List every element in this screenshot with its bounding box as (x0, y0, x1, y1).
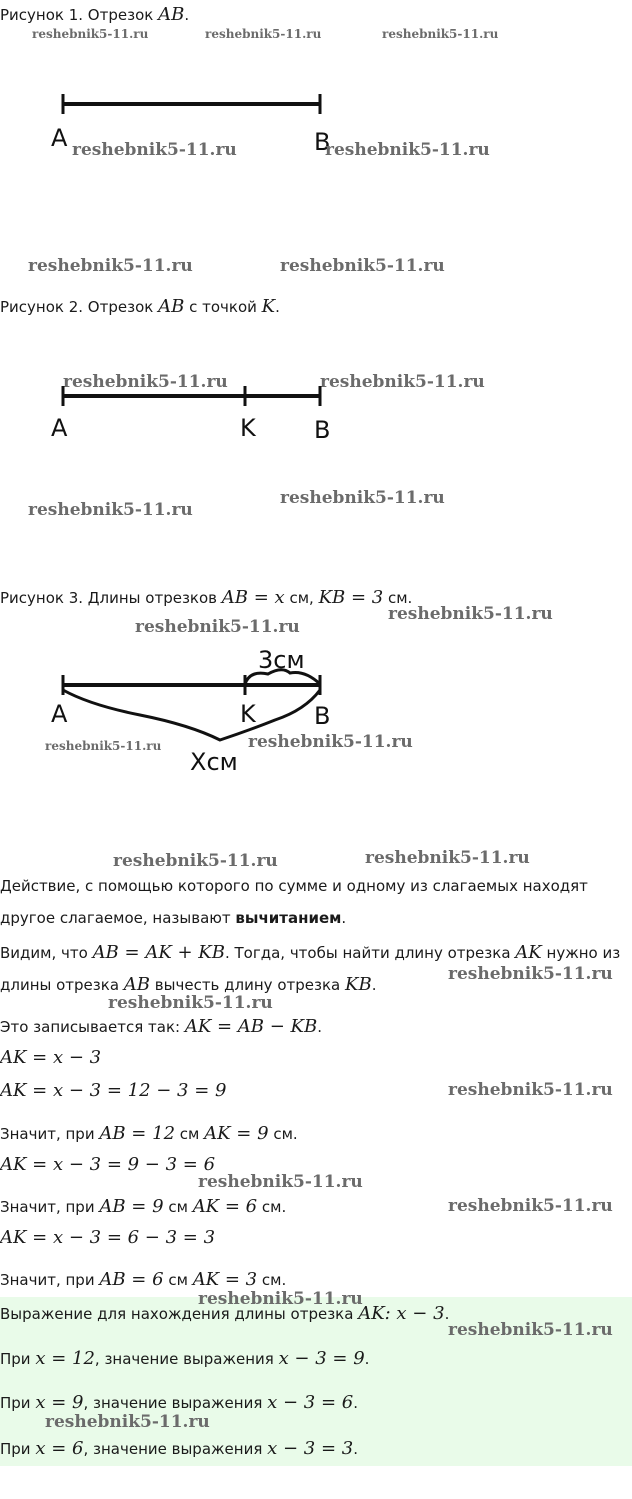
watermark: reshebnik5-11.ru (325, 140, 490, 160)
equation-case-6: AK = x − 3 = 6 − 3 = 3 (0, 1227, 216, 1248)
term-subtraction: вычитанием (235, 909, 342, 927)
segment-ab-length-label: Хсм (190, 748, 238, 776)
watermark: reshebnik5-11.ru (448, 1080, 613, 1100)
figure-2-caption: Рисунок 2. Отрезок AB с точкой K. (0, 296, 280, 317)
answer-case-9: При x = 9, значение выражения x − 3 = 6. (0, 1392, 358, 1413)
watermark: reshebnik5-11.ru (135, 617, 300, 637)
watermark: reshebnik5-11.ru (72, 140, 237, 160)
watermark: reshebnik5-11.ru (198, 1289, 363, 1309)
point-b-label: B (314, 128, 331, 156)
equation-case-12: AK = x − 3 = 12 − 3 = 9 (0, 1080, 227, 1101)
point-a-label: A (51, 414, 68, 442)
watermark: reshebnik5-11.ru (365, 848, 530, 868)
watermark: reshebnik5-11.ru (280, 256, 445, 276)
watermark: reshebnik5-11.ru (63, 372, 228, 392)
watermark: reshebnik5-11.ru (280, 488, 445, 508)
equation-case-9: AK = x − 3 = 9 − 3 = 6 (0, 1154, 216, 1175)
watermark: reshebnik5-11.ru (448, 964, 613, 984)
conclusion-case-9: Значит, при AB = 9 см AK = 6 см. (0, 1196, 287, 1217)
watermark: reshebnik5-11.ru (45, 1412, 210, 1432)
conclusion-case-6: Значит, при AB = 6 см AK = 3 см. (0, 1269, 287, 1290)
answer-case-12: При x = 12, значение выражения x − 3 = 9. (0, 1348, 370, 1369)
watermark: reshebnik5-11.ru (320, 372, 485, 392)
point-k-label: K (240, 414, 256, 442)
watermark: reshebnik5-11.ru (448, 1196, 613, 1216)
watermark: reshebnik5-11.ru (388, 604, 553, 624)
equation-general: AK = x − 3 (0, 1047, 102, 1068)
paragraph-notation: Это записывается так: AK = AB − KB. (0, 1016, 323, 1037)
answer-case-6: При x = 6, значение выражения x − 3 = 3. (0, 1438, 358, 1459)
paragraph-observation-line1: Видим, что AB = AK + KB. Тогда, чтобы найти длину отрезка AK нужно из (0, 942, 621, 963)
watermark: reshebnik5-11.ru (32, 27, 149, 41)
figure-2-segment (0, 380, 632, 450)
watermark: reshebnik5-11.ru (45, 739, 162, 753)
watermark: reshebnik5-11.ru (382, 27, 499, 41)
watermark: reshebnik5-11.ru (108, 993, 273, 1013)
watermark: reshebnik5-11.ru (198, 1172, 363, 1192)
paragraph-observation-line2: длины отрезка AB вычесть длину отрезка KB. (0, 974, 377, 995)
paragraph-definition-line1: Действие, с помощью которого по сумме и одному из слагаемых находят (0, 877, 588, 895)
watermark: reshebnik5-11.ru (28, 256, 193, 276)
point-k-label: K (240, 700, 256, 728)
watermark: reshebnik5-11.ru (113, 851, 278, 871)
paragraph-definition-line2: другое слагаемое, называют вычитанием. (0, 909, 347, 927)
conclusion-case-12: Значит, при AB = 12 см AK = 9 см. (0, 1123, 298, 1144)
watermark: reshebnik5-11.ru (205, 27, 322, 41)
answer-expression: Выражение для нахождения длины отрезка AK: x − 3. (0, 1303, 450, 1324)
point-b-label: B (314, 416, 331, 444)
point-a-label: A (51, 700, 68, 728)
figure-1-caption: Рисунок 1. Отрезок AB. (0, 4, 190, 25)
point-b-label: B (314, 702, 331, 730)
watermark: reshebnik5-11.ru (28, 500, 193, 520)
figure-3-segment (0, 640, 632, 780)
watermark: reshebnik5-11.ru (248, 732, 413, 752)
watermark: reshebnik5-11.ru (448, 1320, 613, 1340)
point-a-label: A (51, 124, 68, 152)
segment-kb-length-label: 3см (258, 646, 305, 674)
figure-3-caption: Рисунок 3. Длины отрезков AB = x см, KB = 3 см. (0, 587, 413, 608)
